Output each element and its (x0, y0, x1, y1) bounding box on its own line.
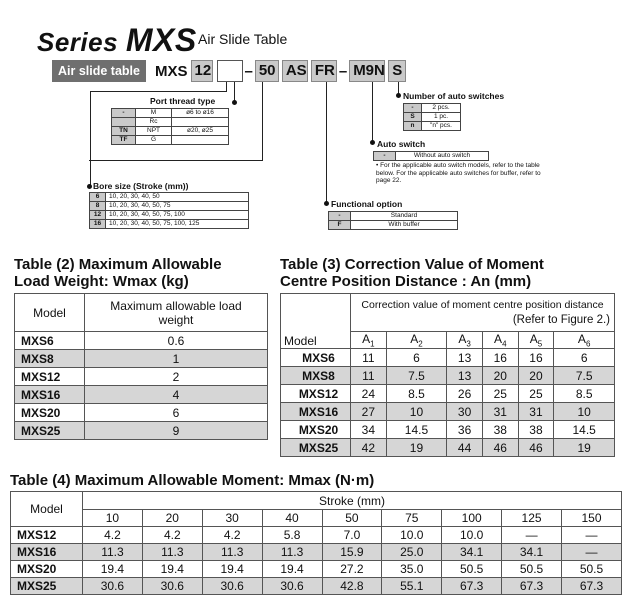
table3-cell: 38 (482, 421, 518, 439)
table4-model: MXS20 (11, 561, 83, 578)
table4-cell: — (562, 527, 622, 544)
code-stroke: 50 (255, 60, 279, 82)
auto-switch-key: - (374, 152, 396, 161)
bore-size-row (90, 202, 249, 211)
table3-cell: 7.5 (554, 367, 615, 385)
series-title-name: MXS (125, 22, 197, 58)
table4-title: Table (4) Maximum Allowable Moment: Mmax (N·m) (10, 472, 375, 489)
table4-model: MXS12 (11, 527, 83, 544)
table-row (281, 385, 615, 403)
table3-cell: 19 (554, 439, 615, 457)
table3-col-a5: $A_5$ (518, 332, 554, 349)
table3-cell: 20 (482, 367, 518, 385)
num-switches-desc: 2 pcs. (422, 104, 461, 113)
table4-cell: 4.2 (202, 527, 262, 544)
table3-col-a1: $A_1$ (351, 332, 387, 349)
table3-cell: 31 (482, 403, 518, 421)
code-port-blank (217, 60, 243, 82)
num-switches-table (403, 103, 461, 131)
table4-cell: 67.3 (502, 578, 562, 595)
code-prefix: MXS (154, 62, 188, 80)
table3-caption-line2: (Refer to Figure 2.) (512, 313, 610, 326)
table2-title-line1: Table (2) Maximum Allowable (14, 256, 222, 273)
table2-value: 1 (85, 350, 268, 368)
table4-cell: 7.0 (322, 527, 382, 544)
table2-value: 0.6 (85, 332, 268, 350)
auto-switch-row (374, 152, 489, 161)
table4-cell: 50.5 (442, 561, 502, 578)
code-dash-2: – (338, 62, 348, 80)
auto-switch-note: • For the applicable auto switch models, refer to the table below. For the applicable auto switches for buffer, refer to page 22. (376, 162, 541, 184)
table4-cell: 19.4 (142, 561, 202, 578)
leader-stroke-b (89, 160, 263, 161)
table3-cell: 14.5 (386, 421, 447, 439)
num-switches-row (404, 113, 461, 122)
port-thread-table (111, 108, 229, 145)
table-row (15, 404, 268, 422)
table3-cell: 13 (447, 367, 483, 385)
table4-cell: 10.0 (382, 527, 442, 544)
table3-cell: 31 (518, 403, 554, 421)
table4-cell: 11.3 (202, 544, 262, 561)
port-thread-size (172, 136, 229, 145)
table2-title (14, 256, 222, 290)
table3-cell: 30 (447, 403, 483, 421)
port-thread-key: TF (112, 136, 136, 145)
table4-header-model: Model (11, 492, 83, 527)
table3-cell: 26 (447, 385, 483, 403)
port-thread-type: NPT (136, 127, 172, 136)
table4-col: 150 (562, 510, 622, 527)
series-title-prefix: Series (37, 27, 119, 57)
table4-cell: 55.1 (382, 578, 442, 595)
table3-cell: 11 (351, 367, 387, 385)
num-switches-key: n (404, 122, 422, 131)
table3-cell: 6 (386, 349, 447, 367)
num-switches-key: S (404, 113, 422, 122)
table2-model: MXS8 (15, 350, 85, 368)
functional-option-title: Functional option (331, 199, 403, 209)
table3-cell: 6 (554, 349, 615, 367)
port-thread-title: Port thread type (150, 96, 216, 106)
table3-cell: 7.5 (386, 367, 447, 385)
leader-port (234, 82, 235, 102)
port-thread-type: Rc (136, 118, 172, 127)
table4-col: 125 (502, 510, 562, 527)
table3-cell: 10 (386, 403, 447, 421)
table-row (11, 561, 622, 578)
table3-cell: 10 (554, 403, 615, 421)
auto-switch-desc: Without auto switch (396, 152, 489, 161)
port-thread-key: TN (112, 127, 136, 136)
table4-cell: 30.6 (83, 578, 143, 595)
table4-cell: 11.3 (262, 544, 322, 561)
leader-func-dot (324, 201, 329, 206)
table3-col-a6: $A_6$ (554, 332, 615, 349)
table3-model: MXS20 (281, 421, 351, 439)
table-row (15, 422, 268, 440)
table4-cell: 4.2 (83, 527, 143, 544)
table3-cell: 27 (351, 403, 387, 421)
table-row (281, 367, 615, 385)
bore-size-row (90, 220, 249, 229)
table4-col: 20 (142, 510, 202, 527)
table4-cell: 30.6 (262, 578, 322, 595)
code-switch: M9N (349, 60, 385, 82)
table3-cell: 14.5 (554, 421, 615, 439)
bore-size-key: 6 (90, 193, 106, 202)
table4-col: 40 (262, 510, 322, 527)
code-qty: S (388, 60, 406, 82)
table3-title (280, 256, 544, 290)
table3-cell: 11 (351, 349, 387, 367)
table3-cell: 16 (518, 349, 554, 367)
num-switches-desc: 1 pc. (422, 113, 461, 122)
table3-model: MXS8 (281, 367, 351, 385)
table3-model: MXS12 (281, 385, 351, 403)
table3-cell: 13 (447, 349, 483, 367)
bore-size-row (90, 211, 249, 220)
table4-cell: 5.8 (262, 527, 322, 544)
num-switches-row (404, 104, 461, 113)
table3-cell: 25 (518, 385, 554, 403)
table4-cell: — (502, 527, 562, 544)
table3-cell: 46 (518, 439, 554, 457)
table4-cell: 50.5 (562, 561, 622, 578)
functional-option-key: - (329, 212, 351, 221)
table3-cell: 16 (482, 349, 518, 367)
table3-cell: 36 (447, 421, 483, 439)
functional-option-desc: With buffer (351, 221, 458, 230)
bore-size-strokes: 10, 20, 30, 40, 50, 75, 100 (106, 211, 249, 220)
bore-size-strokes: 10, 20, 30, 40, 50 (106, 193, 249, 202)
num-switches-desc: "n" pcs. (422, 122, 461, 131)
table4-cell: 30.6 (202, 578, 262, 595)
table3-cell: 19 (386, 439, 447, 457)
table3-col-a4: $A_4$ (482, 332, 518, 349)
bore-size-key: 16 (90, 220, 106, 229)
port-thread-row (112, 118, 229, 127)
table2-header-model: Model (15, 294, 85, 332)
table4-cell: 25.0 (382, 544, 442, 561)
table2-model: MXS12 (15, 368, 85, 386)
code-size: 12 (191, 60, 213, 82)
code-label: Air slide table (52, 60, 146, 82)
table-row (15, 386, 268, 404)
table4-model: MXS25 (11, 578, 83, 595)
leader-autosw (372, 82, 373, 144)
table4-col: 75 (382, 510, 442, 527)
table4-model: MXS16 (11, 544, 83, 561)
table3-cell: 38 (518, 421, 554, 439)
port-thread-key (112, 118, 136, 127)
table-row (11, 544, 622, 561)
table2-header-value: Maximum allowable load weight (85, 294, 268, 332)
leader-num-dot (396, 93, 401, 98)
table4-col: 100 (442, 510, 502, 527)
table4-cell: 4.2 (142, 527, 202, 544)
table3-cell: 8.5 (386, 385, 447, 403)
table4-cell: 27.2 (322, 561, 382, 578)
bore-size-title: Bore size (Stroke (mm)) (93, 181, 189, 191)
port-thread-size: ø6 to ø16 (172, 109, 229, 118)
table3-title-line2: Centre Position Distance : An (mm) (280, 273, 532, 290)
table4-cell: 15.9 (322, 544, 382, 561)
table-row (11, 527, 622, 544)
table-row (281, 421, 615, 439)
table4-cell: 19.4 (262, 561, 322, 578)
table4-cell: 19.4 (202, 561, 262, 578)
port-thread-row (112, 109, 229, 118)
model-code-bar (52, 60, 406, 82)
table3-model: MXS25 (281, 439, 351, 457)
table3-cell: 44 (447, 439, 483, 457)
functional-option-row (329, 212, 458, 221)
table4-cell: 42.8 (322, 578, 382, 595)
table4-cell: 34.1 (442, 544, 502, 561)
series-subtitle: Air Slide Table (198, 31, 288, 47)
table3-header-model: Model (281, 294, 351, 349)
table3-col-a3: $A_3$ (447, 332, 483, 349)
table3-cell: 34 (351, 421, 387, 439)
table-row (11, 578, 622, 595)
functional-option-table (328, 211, 458, 230)
code-option-fr: FR (311, 60, 337, 82)
bore-size-table (89, 192, 249, 229)
port-thread-type: G (136, 136, 172, 145)
table-row (281, 439, 615, 457)
leader-stroke-a (262, 82, 263, 160)
table4-cell: 11.3 (142, 544, 202, 561)
table4-cell: 34.1 (502, 544, 562, 561)
table4-col: 30 (202, 510, 262, 527)
port-thread-row (112, 127, 229, 136)
table-row (15, 332, 268, 350)
series-title (37, 22, 197, 59)
table4-cell: 67.3 (562, 578, 622, 595)
num-switches-title: Number of auto switches (403, 91, 505, 101)
table4-cell: 67.3 (442, 578, 502, 595)
leader-func (326, 82, 327, 202)
table2-model: MXS25 (15, 422, 85, 440)
functional-option-key: F (329, 221, 351, 230)
table2-value: 9 (85, 422, 268, 440)
bore-size-strokes: 10, 20, 30, 40, 50, 75, 100, 125 (106, 220, 249, 229)
table3-caption-line1: Correction value of moment centre position distance (361, 298, 604, 311)
table3-caption (351, 294, 615, 332)
port-thread-type: M (136, 109, 172, 118)
table2-model: MXS6 (15, 332, 85, 350)
table3-model: MXS6 (281, 349, 351, 367)
leader-size-b (90, 91, 227, 92)
table4 (10, 491, 622, 595)
table2-value: 6 (85, 404, 268, 422)
functional-option-row (329, 221, 458, 230)
auto-switch-title: Auto switch (377, 139, 426, 149)
table3-cell: 20 (518, 367, 554, 385)
table4-cell: 50.5 (502, 561, 562, 578)
table2-value: 2 (85, 368, 268, 386)
table3-cell: 25 (482, 385, 518, 403)
table3-cell: 42 (351, 439, 387, 457)
table2-model: MXS16 (15, 386, 85, 404)
table3-title-line1: Table (3) Correction Value of Moment (280, 256, 544, 273)
table3-cell: 46 (482, 439, 518, 457)
table3-cell: 24 (351, 385, 387, 403)
table4-cell: — (562, 544, 622, 561)
table2 (14, 293, 268, 440)
leader-bore-dot (87, 184, 92, 189)
code-dash-1: – (244, 62, 253, 80)
table4-header-stroke: Stroke (mm) (83, 492, 622, 510)
table3-cell: 8.5 (554, 385, 615, 403)
table-row (281, 403, 615, 421)
table2-title-line2: Load Weight: Wmax (kg) (14, 273, 189, 290)
table3 (280, 293, 615, 457)
table2-model: MXS20 (15, 404, 85, 422)
port-thread-key: - (112, 109, 136, 118)
port-thread-size: ø20, ø25 (172, 127, 229, 136)
port-thread-row (112, 136, 229, 145)
table2-value: 4 (85, 386, 268, 404)
table4-cell: 30.6 (142, 578, 202, 595)
bore-size-key: 12 (90, 211, 106, 220)
port-thread-size (172, 118, 229, 127)
leader-autosw-dot (370, 140, 375, 145)
functional-option-desc: Standard (351, 212, 458, 221)
table-row (281, 349, 615, 367)
leader-size-c (90, 91, 91, 187)
auto-switch-table (373, 151, 489, 161)
table4-cell: 19.4 (83, 561, 143, 578)
num-switches-row (404, 122, 461, 131)
bore-size-strokes: 10, 20, 30, 40, 50, 75 (106, 202, 249, 211)
table3-model: MXS16 (281, 403, 351, 421)
bore-size-key: 8 (90, 202, 106, 211)
table4-cell: 10.0 (442, 527, 502, 544)
num-switches-key: - (404, 104, 422, 113)
table-row (15, 350, 268, 368)
code-option-as: AS (282, 60, 308, 82)
table4-cell: 35.0 (382, 561, 442, 578)
leader-port-dot (232, 100, 237, 105)
table-row (15, 368, 268, 386)
table3-col-a2: $A_2$ (386, 332, 447, 349)
bore-size-row (90, 193, 249, 202)
table4-col: 10 (83, 510, 143, 527)
table4-cell: 11.3 (83, 544, 143, 561)
table4-col: 50 (322, 510, 382, 527)
